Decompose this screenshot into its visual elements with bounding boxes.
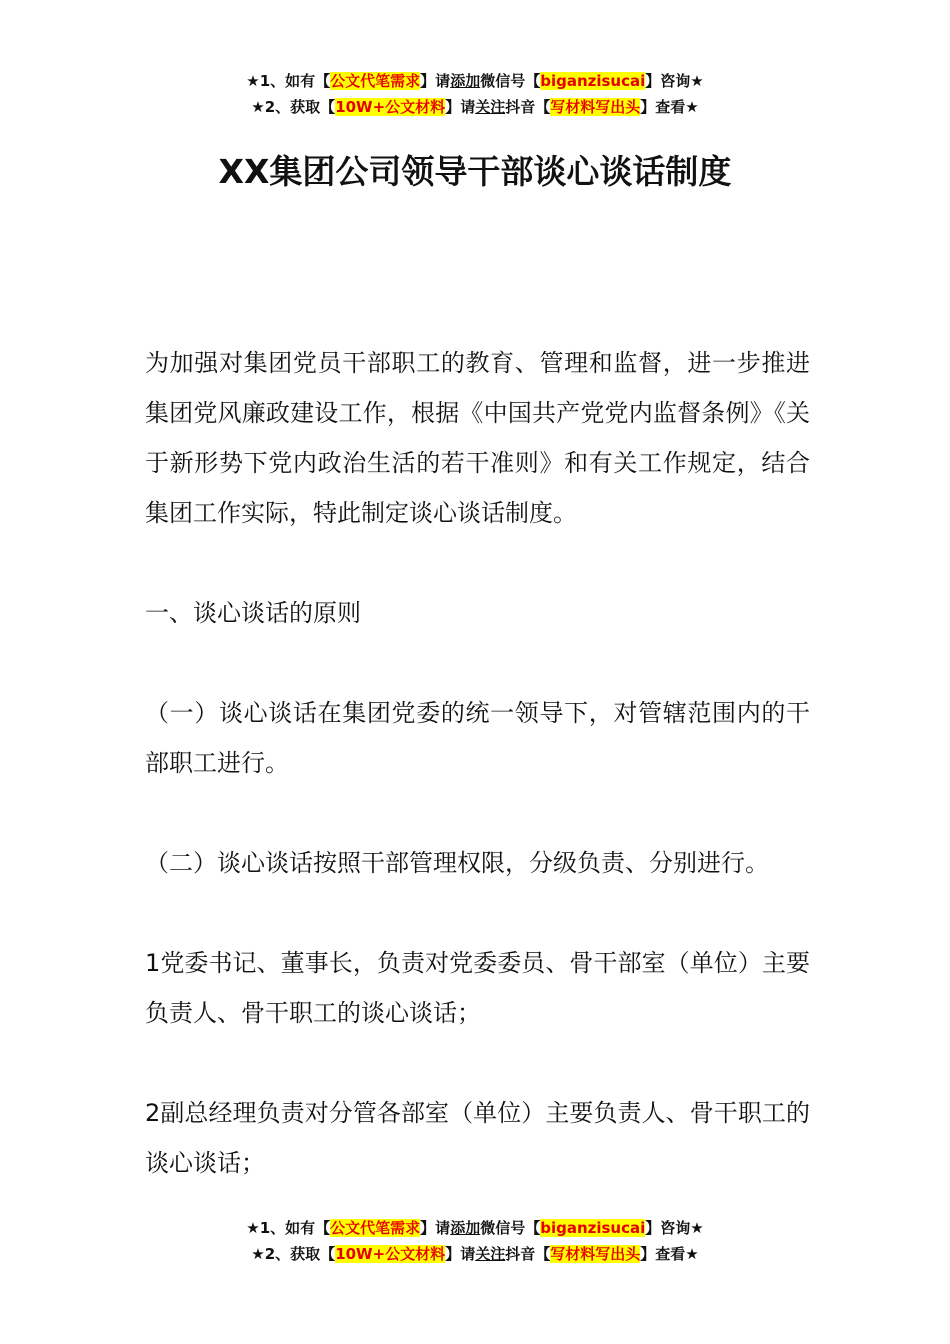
promo-text: 抖音【: [505, 98, 551, 116]
promo-underlined: 添加: [450, 72, 481, 90]
promo-highlight: 写材料写出头: [550, 98, 641, 116]
promo-highlight: 写材料写出头: [550, 1245, 641, 1263]
promo-highlight: biganzisucai: [540, 1219, 646, 1237]
promo-line-1: [0, 1215, 950, 1241]
intro-paragraph: 为加强对集团党员干部职工的教育、管理和监督，进一步推进集团党风廉政建设工作，根据《中国共产党党内监督条例》《关于新形势下党内政治生活的若干准则》和有关工作规定，结合集团工作实际，特此制定谈心谈话制度。: [145, 349, 810, 527]
promo-text: ★1、如有【: [246, 72, 331, 90]
promo-highlight: 公文代笔需求: [330, 1219, 421, 1237]
promo-text: 微信号【: [480, 72, 541, 90]
document-body: [145, 338, 810, 1188]
header-promo-banner: [0, 68, 950, 120]
promo-text: 】咨询★: [645, 1219, 704, 1237]
promo-highlight: 公文代笔需求: [330, 72, 421, 90]
promo-line-2: [0, 1241, 950, 1267]
promo-line-2: [0, 94, 950, 120]
list-item-paragraph: 2副总经理负责对分管各部室（单位）主要负责人、骨干职工的谈心谈话；: [145, 1099, 810, 1177]
section-heading: 一、谈心谈话的原则: [145, 599, 361, 627]
promo-text: 抖音【: [505, 1245, 551, 1263]
promo-underlined: 关注: [475, 1245, 506, 1263]
footer-promo-banner: [0, 1215, 950, 1267]
promo-text: 】请: [445, 1245, 476, 1263]
promo-underlined: 关注: [475, 98, 506, 116]
promo-text: ★2、获取【: [251, 98, 336, 116]
clause-paragraph: （二）谈心谈话按照干部管理权限，分级负责、分别进行。: [145, 849, 769, 877]
document-title: XX集团公司领导干部谈心谈话制度: [218, 152, 732, 191]
promo-text: 】请: [420, 72, 451, 90]
promo-line-1: [0, 68, 950, 94]
promo-text: 】查看★: [640, 98, 699, 116]
promo-highlight: 10W+公文材料: [335, 98, 446, 116]
promo-text: 】请: [445, 98, 476, 116]
promo-text: 】查看★: [640, 1245, 699, 1263]
promo-text: 】咨询★: [645, 72, 704, 90]
clause-paragraph: （一）谈心谈话在集团党委的统一领导下，对管辖范围内的干部职工进行。: [145, 699, 810, 777]
promo-underlined: 添加: [450, 1219, 481, 1237]
promo-highlight: 10W+公文材料: [335, 1245, 446, 1263]
list-item-paragraph: 1党委书记、董事长，负责对党委委员、骨干部室（单位）主要负责人、骨干职工的谈心谈话；: [145, 949, 810, 1027]
promo-text: 微信号【: [480, 1219, 541, 1237]
promo-highlight: biganzisucai: [540, 72, 646, 90]
promo-text: ★1、如有【: [246, 1219, 331, 1237]
promo-text: 】请: [420, 1219, 451, 1237]
promo-text: ★2、获取【: [251, 1245, 336, 1263]
